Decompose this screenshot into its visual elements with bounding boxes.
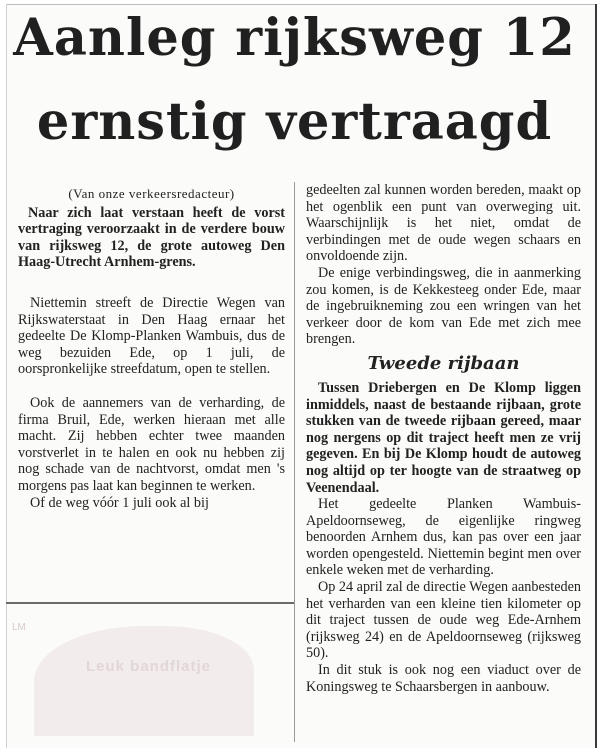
paragraph-continuation: gedeelten zal kunnen worden bereden, maakt op het ogenblik een punt van overweging uit. Waarschijnlijk is het niet, omdat de verbindingen met de oude wegen schaars en onvoldoende zijn. (306, 182, 581, 265)
clipping-top-edge (6, 4, 597, 5)
paragraph-continued: Of de weg vóór 1 juli ook al bij (30, 494, 209, 511)
paragraph-spacer (18, 271, 285, 295)
bleed-through-area (6, 606, 294, 748)
headline-line-2: ernstig vertraagd (36, 92, 553, 152)
paragraph-planken-wambuis: Het gedeelte Planken Wambuis-Apeldoornseweg, de eigenlijke ringweg benoorden Arnhem dus, kan pas over een jaar worden opengesteld. Niettemin begint men over enkele weken met de verharding. (306, 496, 581, 579)
paragraph-directie: Niettemin streeft de Directie Wegen van Rijkswaterstaat in Den Haag ernaar het gedeelte De Klomp-Planken Wambuis, dus de weg bezuiden Ede, op 1 juli, de oorspronkelijke streefdatum, open te stellen. (18, 294, 285, 378)
clipping-right-edge (595, 4, 597, 748)
article-right-column (306, 182, 581, 742)
byline: (Van onze verkeersredacteur) (68, 186, 235, 201)
bleed-through-small-text: LM (12, 622, 26, 633)
paragraph-tweede-rijbaan: Tussen Driebergen en De Klomp liggen inmiddels, naast de bestaande rijbaan, grote stukken van de tweede rijbaan gereed, maar nog nergens op dit traject heeft men ze vrij gegeven. En bij De Klomp houdt de autoweg nog altijd op ter hoogte van de straatweg op Veenendaal. (306, 379, 581, 496)
paragraph-aannemers: Ook de aannemers van de verharding, de firma Bruil, Ede, werken hieraan met alle macht. Zij hebben echter twee maanden vorstverlet in te halen en ook nu hebben zij nog schade van de nachtvorst, omdat men 's morgens pas laat kan beginnen te werken. (18, 394, 285, 494)
paragraph-viaduct: In dit stuk is ook nog een viaduct over de Koningsweg te Schaarsbergen in aanbouw. (306, 662, 581, 695)
subheading: Tweede rijbaan (367, 352, 520, 374)
bleed-through-large-text: Leuk bandflatje (86, 658, 212, 675)
headline-line-1: Aanleg rijksweg 12 (13, 8, 576, 68)
bleed-through-shape (34, 626, 254, 736)
lead-paragraph: Naar zich laat verstaan heeft de vorst vertraging veroorzaakt in de verdere bouw van rijksweg 12, de grote autoweg Den Haag-Utrecht Arnhem-grens. (18, 204, 285, 271)
paragraph-verbindingsweg: De enige verbindingsweg, die in aanmerking zou komen, is de Kekkesteeg onder Ede, maar de ingebruikneming zou een wringen van het verkeer door de kom van Ede met zich mee brengen. (306, 264, 581, 348)
article-left-column (18, 186, 285, 585)
article-end-rule (6, 602, 294, 604)
column-divider (294, 182, 295, 742)
paragraph-spacer (18, 378, 285, 395)
paragraph-aanbesteding: Op 24 april zal de directie Wegen aanbesteden het verharden van een kleine tien kilometer op dit traject tussen de oude weg Ede-Arnhem (rijksweg 24) en de Apeldoornseweg (rijksweg 50). (306, 579, 581, 662)
